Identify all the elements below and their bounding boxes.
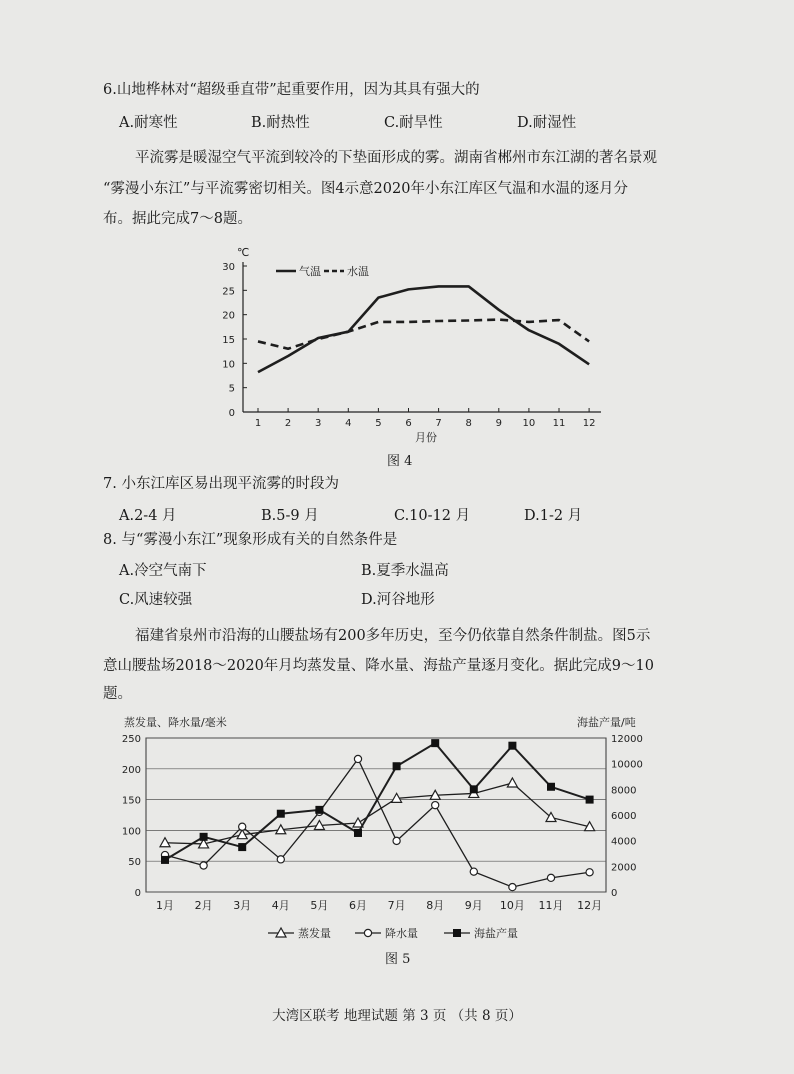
fig5-x-tick-label: 6月	[349, 899, 367, 912]
fig5-point-salt-output	[354, 829, 362, 837]
fig4-legend-label-0: 气温	[299, 265, 321, 278]
fig5-x-tick-label: 3月	[233, 899, 252, 912]
fig5-y-right-tick-label: 8000	[611, 785, 637, 797]
fig4-x-tick-label: 6	[405, 418, 412, 429]
q7-stem: 7. 小东江库区易出现平流雾的时段为	[103, 476, 339, 492]
fig5-y-right-tick-label: 6000	[611, 811, 637, 822]
fig5-point-salt-output	[238, 843, 246, 851]
fig5-legend-label-precipitation: 降水量	[385, 927, 418, 940]
fig4-series-line-air-temp	[258, 286, 589, 372]
fig5-x-tick-label: 10月	[499, 899, 525, 912]
fig4-x-tick-label: 1	[254, 418, 262, 429]
fig5-legend-label-salt-output: 海盐产量	[474, 927, 518, 940]
fig5-point-salt-output	[431, 739, 439, 747]
passage2-line1: 福建省泉州市沿海的山腰盐场有200多年历史，至今仍依靠自然条件制盐。图5示	[135, 628, 651, 644]
page-footer: 大湾区联考 地理试题 第 3 页 （共 8 页）	[272, 1008, 522, 1024]
fig4-x-tick-label: 9	[495, 418, 502, 429]
fig5-x-tick-label: 4月	[271, 899, 290, 912]
fig4-x-tick-label: 5	[375, 418, 382, 429]
fig5-plot-frame	[146, 738, 606, 892]
q6-stem: 6.山地桦林对“超级垂直带”起重要作用，因为其具有强大的	[103, 82, 480, 98]
fig5-y-right-tick-label: 12000	[611, 734, 643, 745]
fig5-y-left-tick-label: 100	[121, 826, 141, 838]
passage1-line2: “雾漫小东江”与平流雾密切相关。图4示意2020年小东江库区气温和水温的逐月分	[103, 181, 628, 197]
fig5-legend-marker-salt-output	[453, 929, 461, 937]
fig4-y-tick-label: 0	[228, 408, 235, 419]
fig5-point-salt-output	[508, 742, 516, 750]
fig4-y-unit: ℃	[237, 246, 250, 259]
q6-option-b[interactable]: B.耐热性	[251, 115, 310, 131]
fig5-legend-label-evaporation: 蒸发量	[298, 927, 331, 940]
fig4-y-tick-label: 15	[222, 335, 235, 346]
fig5-point-precipitation	[200, 862, 207, 869]
fig5-point-salt-output	[200, 833, 208, 841]
fig5-point-salt-output	[161, 856, 169, 864]
fig5-y-right-tick-label: 4000	[611, 836, 637, 848]
fig5-x-tick-label: 9月	[464, 899, 483, 912]
fig5-point-precipitation	[509, 883, 516, 890]
q6-option-a[interactable]: A.耐寒性	[119, 115, 178, 131]
fig4-x-tick-label: 2	[284, 418, 292, 429]
q8-option-d[interactable]: D.河谷地形	[361, 592, 435, 608]
fig5-series-line-salt-output	[165, 743, 590, 860]
fig4-x-tick-label: 7	[435, 418, 442, 429]
fig5-series-line-evaporation	[165, 783, 590, 844]
figure-4-caption: 图 4	[387, 454, 413, 469]
fig4-x-label: 月份	[415, 431, 437, 444]
q8-stem: 8. 与“雾漫小东江”现象形成有关的自然条件是	[103, 532, 398, 548]
passage1-line3: 布。据此完成7～8题。	[103, 211, 252, 227]
q8-option-b[interactable]: B.夏季水温高	[361, 563, 449, 579]
fig5-y-left-tick-label: 250	[121, 734, 141, 745]
q7-option-d[interactable]: D.1-2 月	[524, 508, 583, 524]
fig4-x-tick-label: 3	[315, 418, 322, 429]
q8-option-a[interactable]: A.冷空气南下	[119, 563, 207, 579]
fig5-point-precipitation	[547, 874, 554, 881]
fig5-point-precipitation	[432, 802, 439, 809]
q8-option-c[interactable]: C.风速较强	[119, 592, 193, 608]
fig5-point-salt-output	[277, 810, 285, 818]
fig5-y-right-tick-label: 2000	[611, 862, 637, 874]
fig5-y-right-tick-label: 10000	[611, 759, 643, 771]
fig5-y-right-tick-label: 0	[611, 888, 618, 899]
fig5-x-tick-label: 1月	[156, 899, 174, 912]
fig5-point-salt-output	[547, 783, 555, 791]
fig5-point-salt-output	[586, 796, 594, 804]
fig5-x-tick-label: 8月	[426, 899, 445, 912]
q7-option-a[interactable]: A.2-4 月	[119, 508, 177, 524]
fig4-y-tick-label: 10	[222, 359, 235, 371]
fig5-point-precipitation	[586, 869, 593, 876]
fig4-y-tick-label: 30	[222, 262, 235, 273]
fig5-x-tick-label: 11月	[538, 899, 564, 912]
passage1-line1: 平流雾是暖湿空气平流到较冷的下垫面形成的雾。湖南省郴州市东江湖的著名景观	[135, 150, 657, 166]
fig5-point-precipitation	[277, 856, 284, 863]
fig5-point-salt-output	[393, 762, 401, 770]
fig5-y-left-tick-label: 0	[134, 888, 141, 899]
fig5-legend-marker-precipitation	[364, 929, 371, 936]
fig5-point-precipitation	[393, 837, 400, 844]
passage2-line2: 意山腰盐场2018～2020年月均蒸发量、降水量、海盐产量逐月变化。据此完成9～10	[103, 658, 654, 674]
fig5-x-tick-label: 5月	[310, 899, 329, 912]
fig4-y-tick-label: 20	[222, 310, 235, 322]
fig5-point-evaporation	[507, 778, 517, 787]
fig5-x-tick-label: 12月	[577, 899, 603, 912]
fig5-y-left-tick-label: 200	[121, 764, 141, 776]
fig4-x-tick-label: 10	[522, 418, 536, 429]
fig5-y-left-tick-label: 50	[128, 857, 141, 869]
fig4-y-tick-label: 5	[228, 383, 235, 395]
fig5-series-line-precipitation	[165, 759, 590, 887]
fig5-y-left-label: 蒸发量、降水量/毫米	[124, 716, 227, 729]
q6-option-c[interactable]: C.耐旱性	[384, 115, 443, 131]
fig4-legend-label-1: 水温	[347, 265, 369, 278]
figure-4-chart	[0, 244, 794, 444]
fig5-x-tick-label: 2月	[194, 899, 213, 912]
fig4-x-tick-label: 11	[552, 418, 566, 429]
figure-5-caption: 图 5	[385, 952, 411, 967]
q7-option-c[interactable]: C.10-12 月	[394, 508, 471, 524]
fig5-x-tick-label: 7月	[387, 899, 406, 912]
figure-5-chart	[0, 710, 794, 960]
q6-option-d[interactable]: D.耐湿性	[517, 115, 577, 131]
fig4-x-tick-label: 12	[582, 418, 596, 429]
fig4-y-tick-label: 25	[222, 286, 235, 298]
fig5-y-left-tick-label: 150	[121, 795, 141, 807]
fig5-point-salt-output	[315, 806, 323, 814]
fig5-point-precipitation	[470, 868, 477, 875]
passage2-line3: 题。	[103, 686, 132, 702]
fig5-point-precipitation	[354, 755, 361, 762]
fig4-x-tick-label: 4	[345, 418, 352, 429]
fig5-point-salt-output	[470, 785, 478, 793]
q7-option-b[interactable]: B.5-9 月	[261, 508, 319, 524]
fig5-point-precipitation	[239, 823, 246, 830]
fig5-y-right-label: 海盐产量/吨	[577, 716, 636, 729]
fig4-x-tick-label: 8	[465, 418, 472, 429]
